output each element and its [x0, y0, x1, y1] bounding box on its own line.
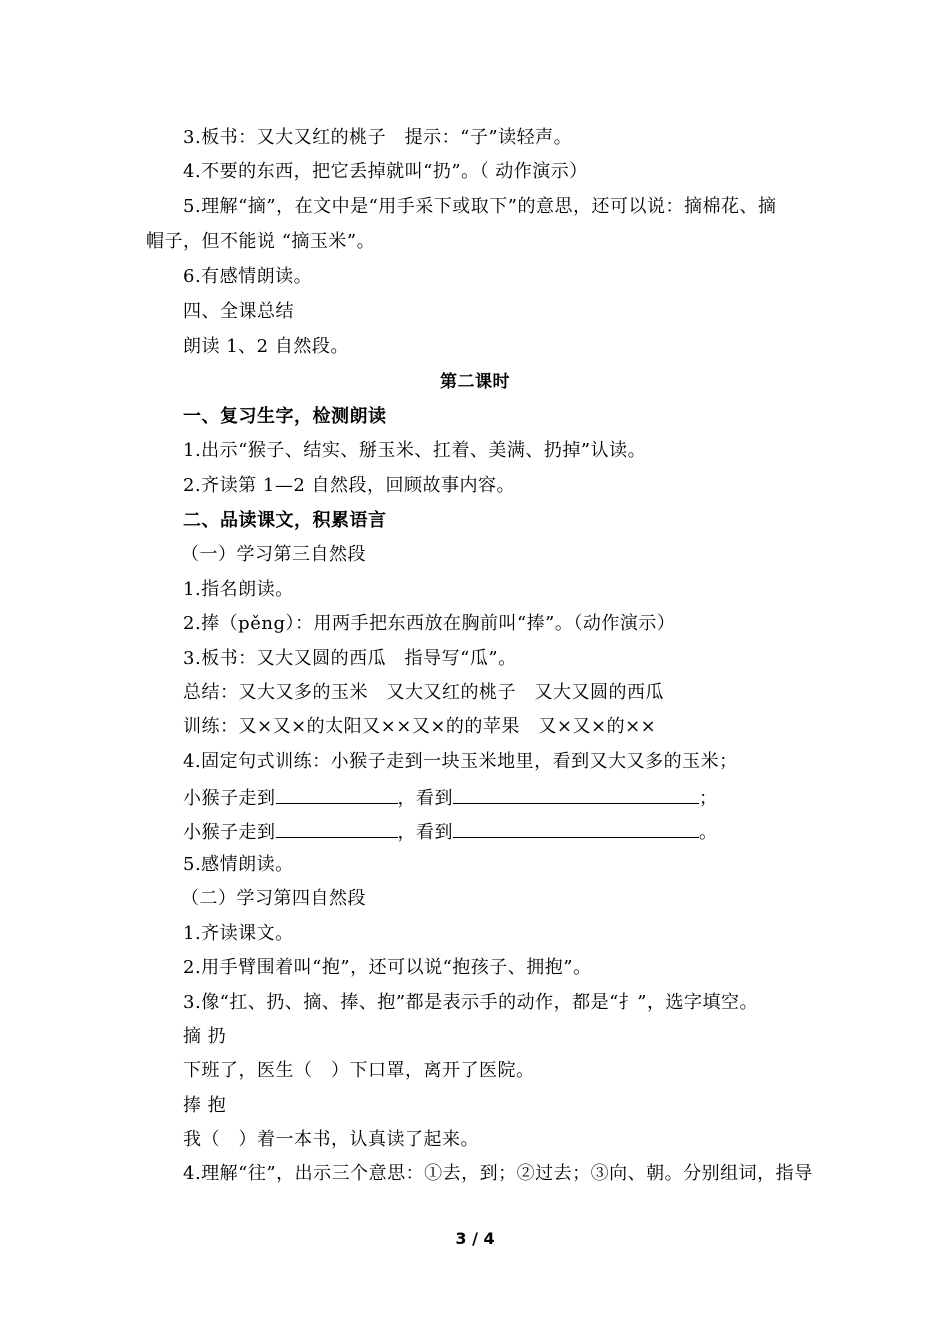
fill-in-prefix: 小猴子走到: [183, 788, 276, 809]
paragraph: 朗读 1、2 自然段。: [183, 336, 349, 357]
paragraph: 5.理解“摘”，在文中是“用手采下或取下”的意思，还可以说：摘棉花、摘: [183, 196, 777, 217]
paragraph: 5.感情朗读。: [183, 854, 294, 875]
paragraph: 2.用手臂围着叫“抱”，还可以说“抱孩子、拥抱”。: [183, 957, 592, 978]
paragraph: 总结：又大又多的玉米 又大又红的桃子 又大又圆的西瓜: [183, 682, 664, 703]
fill-in-middle: ，看到: [397, 788, 453, 809]
paragraph: 训练：又×又×的太阳又××又×的的苹果 又×又×的××: [183, 716, 657, 737]
exercise-sentence: 我（ ）着一本书，认真读了起来。: [183, 1129, 479, 1150]
paragraph: 3.板书：又大又红的桃子 提示：“子”读轻声。: [183, 127, 573, 148]
exercise-sentence: 下班了，医生（ ）下口罩，离开了医院。: [183, 1060, 535, 1081]
paragraph: 6.有感情朗读。: [183, 266, 313, 287]
paragraph: 4.理解“往”，出示三个意思：①去，到；②过去；③向、朝。分别组词，指导: [183, 1163, 813, 1184]
fill-in-middle: ，看到: [397, 822, 453, 843]
heading: 二、品读课文，积累语言: [183, 510, 387, 531]
paragraph: 2.捧（pěng）：用两手把东西放在胸前叫“捧”。（动作演示）: [183, 613, 676, 634]
fill-in-end: 。: [699, 822, 718, 843]
subheading: （一）学习第三自然段: [181, 544, 366, 565]
paragraph: 4.固定句式训练：小猴子走到一块玉米地里，看到又大又多的玉米；: [183, 751, 738, 772]
paragraph: 3.像“扛、扔、摘、捧、抱”都是表示手的动作，都是“扌”，选字填空。: [183, 992, 758, 1013]
blank-field[interactable]: [453, 785, 699, 804]
blank-field[interactable]: [276, 785, 398, 804]
paragraph: 4.不要的东西，把它丢掉就叫“扔”。（ 动作演示）: [183, 161, 588, 182]
fill-in-line: [183, 819, 718, 845]
paragraph: 3.板书：又大又圆的西瓜 指导写“瓜”。: [183, 648, 517, 669]
blank-field[interactable]: [453, 819, 699, 838]
heading: 一、复习生字，检测朗读: [183, 406, 387, 427]
fill-in-end: ；: [699, 788, 718, 809]
paragraph: 2.齐读第 1—2 自然段，回顾故事内容。: [183, 475, 516, 496]
subheading: （二）学习第四自然段: [181, 888, 366, 909]
paragraph: 1.齐读课文。: [183, 923, 294, 944]
heading: 四、全课总结: [183, 301, 294, 322]
paragraph-continuation: 帽子，但不能说 “摘玉米”。: [146, 231, 376, 252]
word-choices: 摘 扔: [183, 1026, 227, 1047]
paragraph: 1.指名朗读。: [183, 579, 294, 600]
page-number: 3 / 4: [455, 1229, 495, 1248]
word-choices: 捧 抱: [183, 1095, 227, 1116]
blank-field[interactable]: [276, 819, 398, 838]
section-title: 第二课时: [440, 372, 510, 392]
fill-in-prefix: 小猴子走到: [183, 822, 276, 843]
fill-in-line: [183, 785, 718, 811]
paragraph: 1.出示“猴子、结实、掰玉米、扛着、美满、扔掉”认读。: [183, 440, 647, 461]
